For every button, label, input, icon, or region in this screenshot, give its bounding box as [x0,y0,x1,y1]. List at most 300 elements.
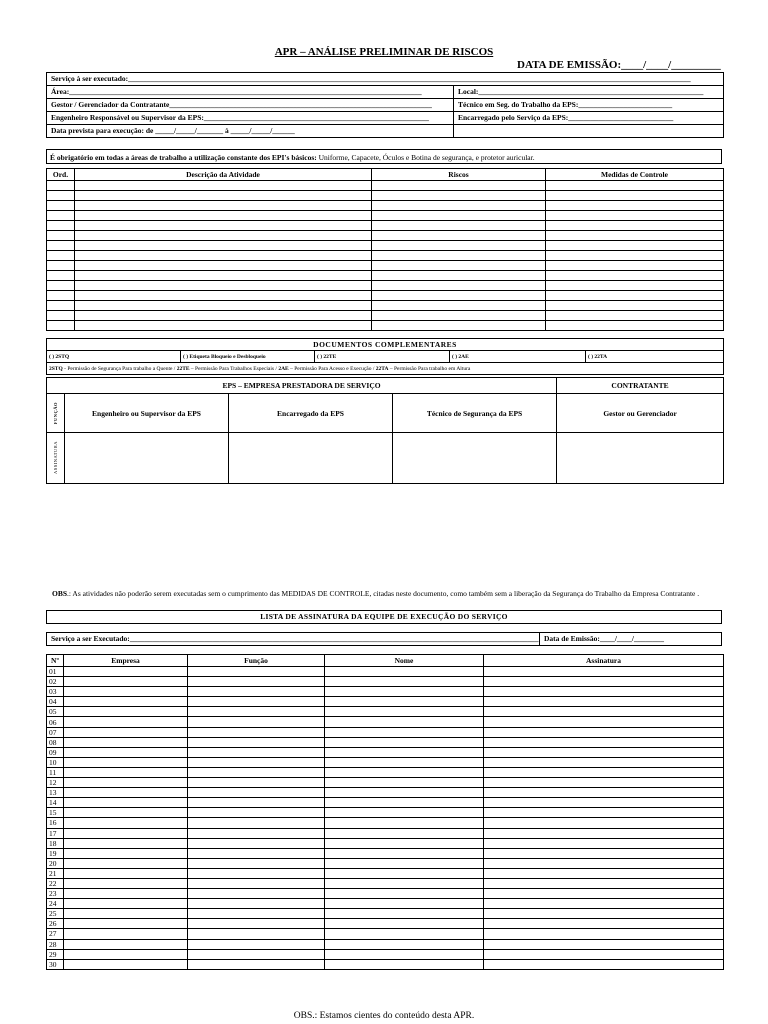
team-cell-company[interactable] [64,747,188,757]
emission-date-field[interactable]: DATA DE EMISSÃO:____/____/_________ [517,59,721,71]
activity-cell-description[interactable] [75,261,372,271]
role-engineer: Engenheiro ou Supervisor da EPS [65,394,229,433]
activity-row [47,211,724,221]
option-2ae-checkbox[interactable]: ( ) 2AE [450,351,586,363]
team-cell-function[interactable] [188,798,325,808]
team-cell-company[interactable] [64,858,188,868]
signature-box-manager[interactable] [557,433,724,484]
team-cell-signature[interactable] [484,778,724,788]
role-foreman: Encarregado da EPS [229,394,393,433]
team-cell-company[interactable] [64,848,188,858]
team-cell-signature[interactable] [484,747,724,757]
team-cell-signature[interactable] [484,868,724,878]
activity-cell-risks[interactable] [372,281,546,291]
documents-options-row [47,351,724,363]
team-cell-name[interactable] [325,858,484,868]
contractor-header: CONTRATANTE [557,378,724,394]
team-cell-name[interactable] [325,828,484,838]
team-cell-company[interactable] [64,757,188,767]
activity-cell-description[interactable] [75,281,372,291]
team-cell-company[interactable] [64,798,188,808]
signature-table [46,377,724,484]
team-cell-company[interactable] [64,697,188,707]
team-list-service-row [46,632,722,646]
activity-cell-controls[interactable] [546,301,724,311]
activity-cell-risks[interactable] [372,231,546,241]
team-row [47,828,724,838]
team-row-number: 26 [47,919,64,929]
team-cell-company[interactable] [64,889,188,899]
activity-cell-controls[interactable] [546,221,724,231]
epi-note-bold: É obrigatório em todas a áreas de trabalho a utilização constante dos EPI's básicos: [50,153,317,162]
team-cell-name[interactable] [325,929,484,939]
legend-text: – Permissão Para trabalho em Altura [388,365,471,372]
team-cell-name[interactable] [325,838,484,848]
team-cell-function[interactable] [188,788,325,798]
team-cell-signature[interactable] [484,899,724,909]
team-cell-company[interactable] [64,919,188,929]
team-cell-company[interactable] [64,838,188,848]
activity-row [47,321,724,331]
signature-vertical-label: ASSINATURA [53,441,58,475]
option-2stq-checkbox[interactable]: ( ) 2STQ [47,351,181,363]
team-row [47,697,724,707]
team-row-number: 06 [47,717,64,727]
team-cell-name[interactable] [325,788,484,798]
team-cell-company[interactable] [64,788,188,798]
team-cell-function[interactable] [188,677,325,687]
team-cell-company[interactable] [64,778,188,788]
team-cell-signature[interactable] [484,757,724,767]
team-cell-name[interactable] [325,707,484,717]
col-header-function: Função [188,655,325,667]
team-cell-name[interactable] [325,949,484,959]
team-cell-name[interactable] [325,737,484,747]
activity-cell-description[interactable] [75,291,372,301]
activity-cell-ord[interactable] [47,231,75,241]
team-cell-name[interactable] [325,687,484,697]
col-header-number: Nº [47,655,64,667]
activity-cell-description[interactable] [75,201,372,211]
activity-cell-description[interactable] [75,321,372,331]
team-cell-name[interactable] [325,747,484,757]
activity-cell-description[interactable] [75,211,372,221]
team-cell-function[interactable] [188,949,325,959]
team-cell-signature[interactable] [484,838,724,848]
team-cell-signature[interactable] [484,858,724,868]
activity-row [47,231,724,241]
team-cell-name[interactable] [325,818,484,828]
team-cell-company[interactable] [64,677,188,687]
option-lockout-checkbox[interactable]: ( ) Etiqueta Bloqueio e Desbloqueio [181,351,315,363]
activity-cell-ord[interactable] [47,181,75,191]
team-cell-name[interactable] [325,939,484,949]
team-row-number: 23 [47,889,64,899]
team-cell-company[interactable] [64,929,188,939]
team-row-number: 09 [47,747,64,757]
team-row [47,687,724,697]
activity-cell-description[interactable] [75,241,372,251]
manager-field[interactable]: Gestor / Gerenciador da Contratante______________________________________________________________________ [47,99,454,111]
activity-cell-risks[interactable] [372,211,546,221]
team-cell-function[interactable] [188,818,325,828]
documents-legend [47,363,724,375]
team-row-number: 02 [47,677,64,687]
team-cell-signature[interactable] [484,767,724,777]
col-header-signature: Assinatura [484,655,724,667]
team-cell-function[interactable] [188,939,325,949]
team-cell-name[interactable] [325,697,484,707]
team-cell-name[interactable] [325,677,484,687]
activity-cell-risks[interactable] [372,181,546,191]
team-cell-signature[interactable] [484,889,724,899]
team-cell-function[interactable] [188,878,325,888]
activity-cell-controls[interactable] [546,271,724,281]
activity-row [47,221,724,231]
activity-cell-controls[interactable] [546,191,724,201]
activity-cell-ord[interactable] [47,301,75,311]
team-cell-company[interactable] [64,727,188,737]
planned-date-row [47,125,723,137]
activity-row [47,291,724,301]
team-service-field[interactable]: Serviço a ser Executado:_____________________________________________________________________________________________________________ [47,633,540,645]
team-row-number: 15 [47,808,64,818]
signature-box-engineer[interactable] [65,433,229,484]
team-row [47,717,724,727]
activity-cell-controls[interactable] [546,281,724,291]
activity-cell-ord[interactable] [47,281,75,291]
team-cell-signature[interactable] [484,828,724,838]
team-row [47,798,724,808]
activity-row [47,251,724,261]
team-cell-company[interactable] [64,737,188,747]
activity-cell-controls[interactable] [546,231,724,241]
activity-cell-description[interactable] [75,251,372,261]
activity-cell-ord[interactable] [47,211,75,221]
team-row [47,959,724,969]
activity-cell-ord[interactable] [47,201,75,211]
team-cell-function[interactable] [188,899,325,909]
team-cell-signature[interactable] [484,677,724,687]
activity-cell-description[interactable] [75,301,372,311]
activity-cell-ord[interactable] [47,311,75,321]
team-cell-name[interactable] [325,767,484,777]
team-cell-company[interactable] [64,707,188,717]
team-cell-name[interactable] [325,868,484,878]
activity-table [46,168,724,331]
team-cell-name[interactable] [325,889,484,899]
activity-cell-controls[interactable] [546,181,724,191]
team-signature-table [46,654,724,970]
team-cell-function[interactable] [188,808,325,818]
activity-cell-risks[interactable] [372,241,546,251]
team-row [47,757,724,767]
activity-cell-description[interactable] [75,181,372,191]
team-cell-function[interactable] [188,889,325,899]
team-row [47,788,724,798]
team-cell-company[interactable] [64,828,188,838]
team-cell-signature[interactable] [484,949,724,959]
team-cell-signature[interactable] [484,697,724,707]
team-cell-name[interactable] [325,808,484,818]
header-form [46,72,724,138]
team-cell-signature[interactable] [484,727,724,737]
team-cell-signature[interactable] [484,909,724,919]
team-row-number: 05 [47,707,64,717]
team-row-number: 28 [47,939,64,949]
team-cell-signature[interactable] [484,808,724,818]
team-cell-signature[interactable] [484,878,724,888]
team-cell-company[interactable] [64,687,188,697]
team-cell-name[interactable] [325,778,484,788]
activity-row [47,181,724,191]
observation-note [52,588,720,599]
team-row [47,808,724,818]
function-vertical-label: FUNÇÃO [53,401,58,425]
team-cell-company[interactable] [64,818,188,828]
team-cell-signature[interactable] [484,717,724,727]
team-cell-signature[interactable] [484,939,724,949]
team-cell-function[interactable] [188,707,325,717]
col-header-ord: Ord. [47,169,75,181]
legend-code: 22TA [375,365,389,372]
blank-cell [454,125,723,137]
team-cell-function[interactable] [188,667,325,677]
team-cell-function[interactable] [188,959,325,969]
activity-row [47,241,724,251]
team-row [47,818,724,828]
team-cell-company[interactable] [64,878,188,888]
team-cell-function[interactable] [188,858,325,868]
team-row [47,677,724,687]
function-row-label [47,394,65,433]
activity-cell-ord[interactable] [47,221,75,231]
signature-box-foreman[interactable] [229,433,393,484]
team-cell-signature[interactable] [484,707,724,717]
documents-title: DOCUMENTOS COMPLEMENTARES [47,339,724,351]
obs-text: .: As atividades não poderão serem executadas sem o cumprimento das MEDIDAS DE CONTROLE, citadas neste documento, como também sem a liberação da Segurança do Trabalho da Empresa Contratante . [67,589,700,598]
team-row-number: 19 [47,848,64,858]
team-row [47,778,724,788]
activity-cell-description[interactable] [75,231,372,241]
team-cell-company[interactable] [64,717,188,727]
activity-cell-ord[interactable] [47,251,75,261]
team-cell-company[interactable] [64,808,188,818]
team-cell-function[interactable] [188,929,325,939]
team-row-number: 20 [47,858,64,868]
team-cell-company[interactable] [64,868,188,878]
activity-cell-description[interactable] [75,191,372,201]
team-row-number: 13 [47,788,64,798]
team-row [47,899,724,909]
activity-cell-controls[interactable] [546,321,724,331]
team-cell-function[interactable] [188,919,325,929]
legend-text: – Permissão Para Trabalhos Especiais / [189,365,279,372]
activity-cell-risks[interactable] [372,251,546,261]
activity-cell-controls[interactable] [546,261,724,271]
team-row-number: 18 [47,838,64,848]
team-cell-function[interactable] [188,828,325,838]
team-cell-name[interactable] [325,899,484,909]
team-cell-function[interactable] [188,737,325,747]
team-row-number: 01 [47,667,64,677]
team-cell-name[interactable] [325,909,484,919]
area-field[interactable]: Área:______________________________________________________________________________________________ [47,86,454,98]
option-22ta-checkbox[interactable]: ( ) 22TA [586,351,724,363]
legend-code: 22TE [176,365,190,372]
team-cell-signature[interactable] [484,667,724,677]
team-cell-function[interactable] [188,727,325,737]
team-cell-function[interactable] [188,778,325,788]
eps-header: EPS – EMPRESA PRESTADORA DE SERVIÇO [47,378,557,394]
activity-cell-risks[interactable] [372,191,546,201]
team-cell-signature[interactable] [484,737,724,747]
legend-text: – Permissão Para Acesso e Execução / [288,365,376,372]
team-row-number: 11 [47,767,64,777]
team-row [47,838,724,848]
activity-cell-description[interactable] [75,221,372,231]
team-cell-company[interactable] [64,939,188,949]
complementary-documents-table [46,338,724,375]
local-field[interactable]: Local:____________________________________________________________ [458,87,704,96]
activity-row [47,281,724,291]
team-cell-function[interactable] [188,697,325,707]
team-row-number: 16 [47,818,64,828]
team-row [47,949,724,959]
activity-cell-controls[interactable] [546,241,724,251]
team-cell-signature[interactable] [484,929,724,939]
area-local-row [47,86,723,99]
team-row-number: 03 [47,687,64,697]
team-cell-function[interactable] [188,687,325,697]
team-row-number: 21 [47,868,64,878]
activity-row [47,301,724,311]
activity-cell-risks[interactable] [372,321,546,331]
team-cell-function[interactable] [188,868,325,878]
manager-row [47,99,723,112]
team-cell-signature[interactable] [484,959,724,969]
signature-box-safety-technician[interactable] [393,433,557,484]
activity-cell-ord[interactable] [47,191,75,201]
activity-cell-ord[interactable] [47,271,75,281]
team-cell-function[interactable] [188,757,325,767]
planned-date-field[interactable]: Data prevista para execução: de _____/_____/_______ à _____/_____/______ [47,125,454,137]
team-row [47,919,724,929]
team-row-number: 24 [47,899,64,909]
team-cell-name[interactable] [325,848,484,858]
team-row-number: 12 [47,778,64,788]
activity-cell-description[interactable] [75,311,372,321]
technician-field[interactable]: Técnico em Seg. do Trabalho da EPS:_________________________ [458,100,673,109]
activity-cell-controls[interactable] [546,251,724,261]
service-field[interactable]: Serviço à ser executado:______________________________________________________________________________________________________________________________________________________ [51,74,691,83]
team-row [47,929,724,939]
activity-cell-ord[interactable] [47,291,75,301]
team-cell-name[interactable] [325,717,484,727]
col-header-company: Empresa [64,655,188,667]
team-list-title: LISTA DE ASSINATURA DA EQUIPE DE EXECUÇÃO DO SERVIÇO [46,610,722,624]
activity-row [47,271,724,281]
col-header-controls: Medidas de Controle [546,169,724,181]
team-cell-company[interactable] [64,949,188,959]
activity-cell-description[interactable] [75,271,372,281]
team-cell-function[interactable] [188,838,325,848]
team-row [47,858,724,868]
team-cell-signature[interactable] [484,788,724,798]
team-cell-name[interactable] [325,919,484,929]
team-cell-name[interactable] [325,878,484,888]
team-row [47,889,724,899]
activity-cell-ord[interactable] [47,241,75,251]
team-row-number: 17 [47,828,64,838]
activity-cell-risks[interactable] [372,261,546,271]
team-date-field[interactable]: Data de Emissão:____/____/________ [544,634,664,643]
foreman-field[interactable]: Encarregado pelo Serviço da EPS:____________________________ [458,113,674,122]
activity-cell-risks[interactable] [372,271,546,281]
activity-header-row [47,169,724,181]
team-cell-signature[interactable] [484,848,724,858]
team-cell-company[interactable] [64,909,188,919]
activity-cell-controls[interactable] [546,201,724,211]
team-cell-signature[interactable] [484,919,724,929]
activity-row [47,191,724,201]
team-cell-name[interactable] [325,757,484,767]
team-row-number: 25 [47,909,64,919]
team-row-number: 29 [47,949,64,959]
option-22te-checkbox[interactable]: ( ) 22TE [315,351,450,363]
team-cell-signature[interactable] [484,818,724,828]
team-cell-signature[interactable] [484,798,724,808]
team-cell-signature[interactable] [484,687,724,697]
activity-cell-risks[interactable] [372,301,546,311]
team-cell-name[interactable] [325,667,484,677]
team-cell-company[interactable] [64,959,188,969]
team-cell-name[interactable] [325,959,484,969]
team-row [47,767,724,777]
team-cell-company[interactable] [64,899,188,909]
team-row-number: 22 [47,878,64,888]
team-cell-name[interactable] [325,727,484,737]
activity-row [47,201,724,211]
activity-cell-ord[interactable] [47,321,75,331]
activity-row [47,311,724,321]
activity-cell-risks[interactable] [372,311,546,321]
activity-cell-controls[interactable] [546,211,724,221]
col-header-name: Nome [325,655,484,667]
team-cell-function[interactable] [188,717,325,727]
team-cell-function[interactable] [188,909,325,919]
team-cell-function[interactable] [188,848,325,858]
activity-cell-risks[interactable] [372,221,546,231]
team-row [47,878,724,888]
role-safety-technician: Técnico de Segurança da EPS [393,394,557,433]
activity-cell-controls[interactable] [546,311,724,321]
team-cell-company[interactable] [64,767,188,777]
team-cell-function[interactable] [188,747,325,757]
engineer-field[interactable]: Engenheiro Responsável ou Supervisor da EPS:____________________________________________________________ [47,112,454,124]
activity-cell-ord[interactable] [47,261,75,271]
team-cell-function[interactable] [188,767,325,777]
activity-cell-risks[interactable] [372,291,546,301]
team-row-number: 10 [47,757,64,767]
signature-row-label [47,433,65,484]
activity-cell-controls[interactable] [546,291,724,301]
team-row [47,868,724,878]
activity-cell-risks[interactable] [372,201,546,211]
team-cell-name[interactable] [325,798,484,808]
team-cell-company[interactable] [64,667,188,677]
activity-row [47,261,724,271]
